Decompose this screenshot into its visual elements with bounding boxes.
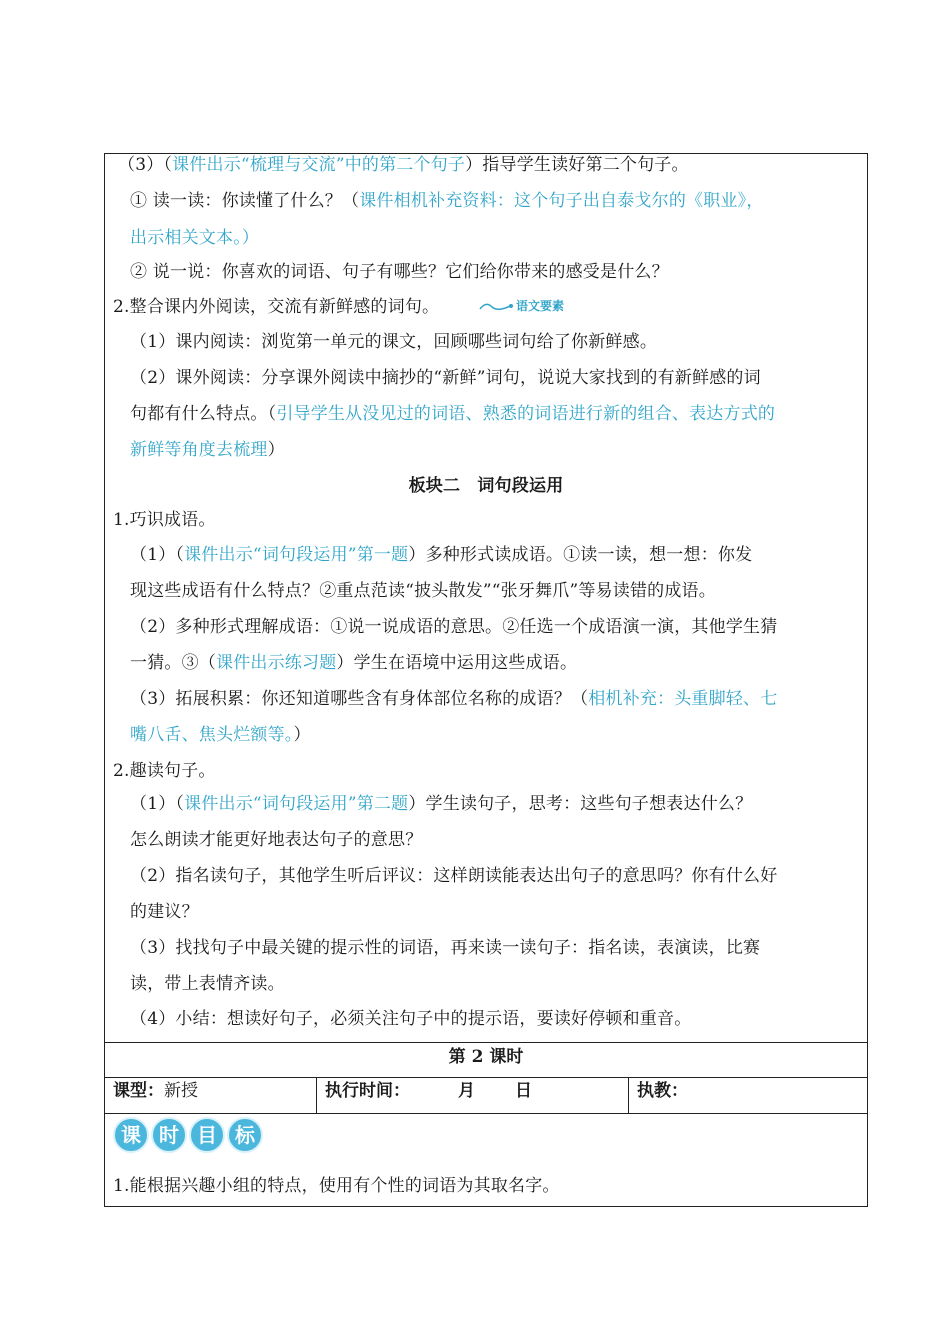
row-divider: [105, 1113, 867, 1114]
text-line: 出示相关文本。）: [130, 228, 260, 248]
text-line: （3）（课件出示“梳理与交流”中的第二个句子）指导学生读好第二个句子。: [118, 155, 689, 175]
text-line: ① 读一读：你读懂了什么？（课件相机补充资料：这个句子出自泰戈尔的《职业》，: [130, 191, 764, 211]
text-line: 读，带上表情齐读。: [130, 974, 285, 994]
goal-char: 时: [151, 1117, 187, 1153]
lesson-type: 课型：新授: [113, 1081, 198, 1101]
text-line: 现这些成语有什么特点？②重点范读“披头散发”“张牙舞爪”等易读错的成语。: [130, 581, 716, 601]
text-line: 2.整合课内外阅读，交流有新鲜感的词句。: [113, 297, 440, 317]
lesson-goal-heading: [113, 1117, 263, 1153]
lesson-title: 第 2 课时: [448, 1047, 524, 1067]
text-line: 2.趣读句子。: [113, 761, 216, 781]
element-badge: [478, 297, 564, 314]
text-line: 的建议？: [130, 902, 199, 922]
goal-char: 标: [227, 1117, 263, 1153]
goal-char: 目: [189, 1117, 225, 1153]
badge-label: 语文要素: [516, 299, 565, 313]
text-line: 句都有什么特点。（引导学生从没见过的词语、熟悉的词语进行新的组合、表达方式的: [130, 404, 776, 424]
teacher-label: 执教：: [637, 1081, 688, 1101]
curve-arrow-icon: [478, 298, 514, 314]
text-line: （2）指名读句子，其他学生听后评议：这样朗读能表达出句子的意思吗？你有什么好: [130, 866, 778, 886]
text-line: 一猜。③（课件出示练习题）学生在语境中运用这些成语。: [130, 653, 578, 673]
col-divider: [628, 1077, 629, 1113]
text-line: （3）找找句子中最关键的提示性的词语，再来读一读句子：指名读，表演读，比赛: [130, 938, 761, 958]
text-line: （1）（课件出示“词句段运用”第一题）多种形式读成语。①读一读，想一想：你发: [130, 545, 753, 565]
text-line: （2）多种形式理解成语：①说一说成语的意思。②任选一个成语演一演，其他学生猜: [130, 617, 778, 637]
text-line: 1.巧识成语。: [113, 510, 216, 530]
goal-item: 1.能根据兴趣小组的特点，使用有个性的词语为其取名字。: [113, 1176, 560, 1196]
text-line: （1）课内阅读：浏览第一单元的课文，回顾哪些词句给了你新鲜感。: [130, 332, 658, 352]
text-line: （1）（课件出示“词句段运用”第二题）学生读句子，思考：这些句子想表达什么？: [130, 794, 753, 814]
text-line: （2）课外阅读：分享课外阅读中摘抄的“新鲜”词句，说说大家找到的有新鲜感的词: [130, 368, 761, 388]
text-line: 怎么朗读才能更好地表达句子的意思？: [130, 830, 423, 850]
goal-char: 课: [113, 1117, 149, 1153]
execution-time: 执行时间： 月 日: [325, 1081, 532, 1101]
text-line: ② 说一说：你喜欢的词语、句子有哪些？它们给你带来的感受是什么？: [130, 262, 669, 282]
row-divider: [105, 1042, 867, 1043]
row-divider: [105, 1077, 867, 1078]
text-line: （4）小结：想读好句子，必须关注句子中的提示语，要读好停顿和重音。: [130, 1009, 692, 1029]
col-divider: [316, 1077, 317, 1113]
text-line: 嘴八舌、焦头烂额等。）: [130, 725, 311, 745]
section-title: 板块二 词句段运用: [408, 476, 564, 496]
text-line: 新鲜等角度去梳理）: [130, 440, 285, 460]
text-line: （3）拓展积累：你还知道哪些含有身体部位名称的成语？（相机补充：头重脚轻、七: [130, 689, 778, 709]
